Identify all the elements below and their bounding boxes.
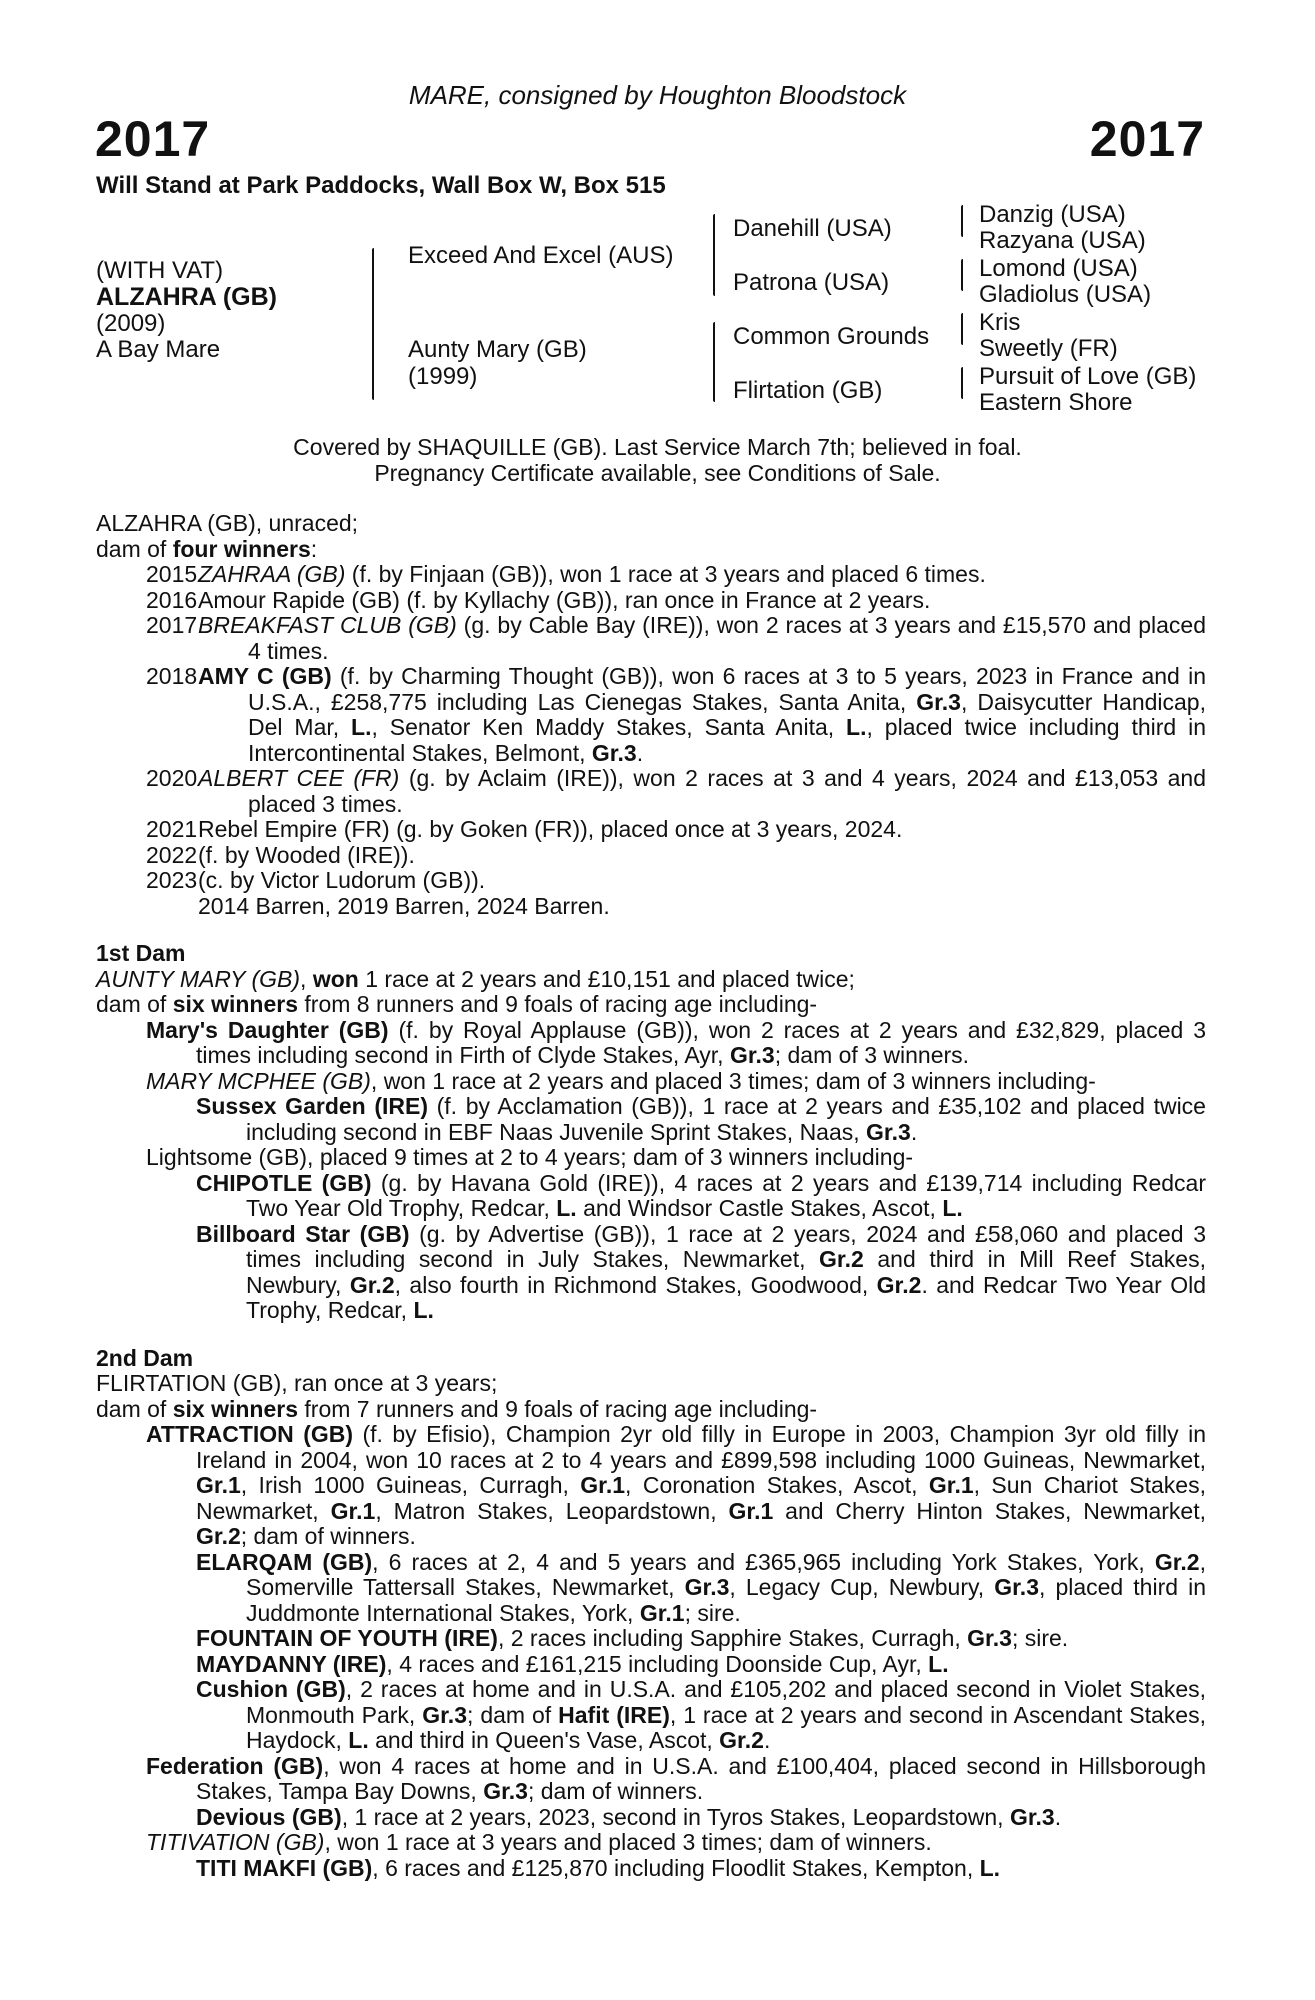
ped-ddd: Eastern Shore	[979, 389, 1133, 416]
produce-row: 2021 Rebel Empire (FR) (g. by Goken (FR)), placed once at 3 years, 2024.	[146, 816, 903, 842]
produce-barren: 2014 Barren, 2019 Barren, 2024 Barren.	[198, 892, 610, 919]
dam-sire: Common Grounds	[733, 323, 930, 350]
first-dam-summary: dam of six winners from 8 runners and 9 foals of racing age including-	[96, 991, 818, 1017]
ped-sss: Danzig (USA)	[979, 201, 1126, 228]
produce-row: 2016 Amour Rapide (GB) (f. by Kyllachy (GB)), ran once in France at 2 years.	[146, 586, 931, 613]
produce-dam-of: dam of four winners:	[96, 535, 318, 562]
produce-entry: TITIVATION (GB), won 1 race at 3 years and placed 3 times; dam of winners.	[146, 1829, 932, 1855]
pedigree-brace-4	[961, 367, 963, 399]
produce-entry: Lightsome (GB), placed 9 times at 2 to 4 years; dam of 3 winners including-	[146, 1144, 914, 1170]
ped-sds: Lomond (USA)	[979, 255, 1138, 282]
dam: Aunty Mary (GB)	[408, 336, 587, 363]
sire: Exceed And Excel (AUS)	[408, 242, 674, 269]
produce-row: 2023 (c. by Victor Ludorum (GB)).	[146, 867, 486, 893]
produce-entry: Billboard Star (GB) (g. by Advertise (GB)), 1 race at 2 years, 2024 and £58,060 and placed 3 times including second in July Stakes, Newmarket, Gr.2 and third in Mill Reef Stakes, Newbury, Gr.2, also fourth in Richmond Stakes, Goodwood, Gr.2. and Redcar Two Year Old Trophy, Redcar, L.	[196, 1220, 1207, 1323]
dam-year: (1999)	[408, 363, 478, 390]
second-dam-summary: dam of six winners from 7 runners and 9 foals of racing age including-	[96, 1395, 818, 1422]
covered-note: Covered by SHAQUILLE (GB). Last Service March 7th; believed in foal.	[293, 434, 1022, 460]
produce-entry: Sussex Garden (IRE) (f. by Acclamation (GB)), 1 race at 2 years and £35,102 and placed twice including second in EBF Naas Juvenile Sprint Stakes, Naas, Gr.3.	[196, 1093, 1206, 1145]
ped-dsd: Sweetly (FR)	[979, 335, 1118, 362]
produce-row: 2017 BREAKFAST CLUB (GB) (g. by Cable Bay (IRE)), won 2 races at 3 years and £15,570 and placed 4 times.	[146, 612, 1206, 664]
produce-entry: TITI MAKFI (GB), 6 races and £125,870 including Floodlit Stakes, Kempton, L.	[196, 1854, 1001, 1881]
produce-record	[96, 511, 1206, 1881]
pedigree-brace-1	[961, 205, 963, 237]
produce-entry: ATTRACTION (GB) (f. by Efisio), Champion 2yr old filly in Europe in 2003, Champion 3yr old filly in Ireland in 2004, won 10 races at 2 to 4 years and £899,598 including 1000 Guineas, Newmarket, Gr.1, Irish 1000 Guineas, Curragh, Gr.1, Coronation Stakes, Ascot, Gr.1, Sun Chariot Stakes, Newmarket, Gr.1, Matron Stakes, Leopardstown, Gr.1 and Cherry Hinton Stakes, Newmarket, Gr.2; dam of winners.	[146, 1421, 1207, 1549]
ped-dds: Pursuit of Love (GB)	[979, 363, 1197, 390]
pedigree-brace-dam	[713, 322, 715, 402]
horse-foaled: (2009)	[96, 310, 166, 337]
horse-description: A Bay Mare	[96, 336, 221, 363]
produce-entry: ELARQAM (GB), 6 races at 2, 4 and 5 years and £365,965 including York Stakes, York, Gr.2, Somerville Tattersall Stakes, Newmarket, Gr.3, Legacy Cup, Newbury, Gr.3, placed third in Juddmonte International Stakes, York, Gr.1; sire.	[196, 1548, 1206, 1626]
year-left: 2017	[95, 111, 211, 167]
produce-entry: Devious (GB), 1 race at 2 years, 2023, second in Tyros Stakes, Leopardstown, Gr.3.	[196, 1803, 1062, 1830]
sire-dam: Patrona (USA)	[733, 269, 890, 296]
produce-intro: ALZAHRA (GB), unraced;	[96, 510, 359, 536]
produce-row: 2022 (f. by Wooded (IRE)).	[146, 841, 415, 868]
produce-entry: Federation (GB), won 4 races at home and in U.S.A. and £100,404, placed second in Hillsborough Stakes, Tampa Bay Downs, Gr.3; dam of winners.	[146, 1752, 1206, 1804]
vat-note: (WITH VAT)	[96, 257, 224, 284]
pedigree-brace-sire	[713, 214, 715, 296]
consignment-line: MARE, consigned by Houghton Bloodstock	[408, 80, 907, 110]
second-dam-heading: 2nd Dam	[96, 1344, 194, 1371]
stand-location: Will Stand at Park Paddocks, Wall Box W, Box 515	[96, 172, 666, 199]
produce-entry: CHIPOTLE (GB) (g. by Havana Gold (IRE)), 4 races at 2 years and £139,714 including Redcar Two Year Old Trophy, Redcar, L. and Windsor Castle Stakes, Ascot, L.	[196, 1169, 1206, 1221]
ped-dss: Kris	[979, 309, 1021, 336]
second-dam-line: FLIRTATION (GB), ran once at 3 years;	[96, 1370, 498, 1396]
ped-sdd: Gladiolus (USA)	[979, 281, 1152, 308]
pedigree-brace-3	[961, 313, 963, 345]
produce-entry: MARY MCPHEE (GB), won 1 race at 2 years and placed 3 times; dam of 3 winners including-	[146, 1067, 1096, 1094]
horse-name: ALZAHRA (GB)	[96, 283, 277, 311]
produce-entry: FOUNTAIN OF YOUTH (IRE), 2 races including Sapphire Stakes, Curragh, Gr.3; sire.	[196, 1625, 1069, 1651]
pregnancy-note: Pregnancy Certificate available, see Conditions of Sale.	[374, 460, 941, 486]
produce-row: 2015 ZAHRAA (GB) (f. by Finjaan (GB)), won 1 race at 3 years and placed 6 times.	[146, 561, 986, 587]
produce-row: 2020 ALBERT CEE (FR) (g. by Aclaim (IRE)), won 2 races at 3 and 4 years, 2024 and £13,053 and placed 3 times.	[146, 765, 1206, 817]
sire-sire: Danehill (USA)	[733, 215, 892, 242]
dam-dam: Flirtation (GB)	[733, 377, 883, 404]
produce-entry: MAYDANNY (IRE), 4 races and £161,215 including Doonside Cup, Ayr, L.	[196, 1650, 949, 1677]
produce-entry: Mary's Daughter (GB) (f. by Royal Applause (GB)), won 2 races at 2 years and £32,829, placed 3 times including second in Firth of Clyde Stakes, Ayr, Gr.3; dam of 3 winners.	[146, 1016, 1206, 1068]
year-right: 2017	[1089, 111, 1205, 167]
produce-entry: Cushion (GB), 2 races at home and in U.S.A. and £105,202 and placed second in Violet Stakes, Monmouth Park, Gr.3; dam of Hafit (IRE), 1 race at 2 years and second in Ascendant Stakes, Haydock, L. and third in Queen's Vase, Ascot, Gr.2.	[196, 1676, 1206, 1753]
first-dam-line: AUNTY MARY (GB), won 1 race at 2 years and £10,151 and placed twice;	[96, 965, 855, 992]
first-dam-heading: 1st Dam	[96, 940, 186, 966]
ped-ssd: Razyana (USA)	[979, 227, 1146, 254]
pedigree-brace-main	[372, 248, 374, 400]
produce-row: 2018 AMY C (GB) (f. by Charming Thought (GB)), won 6 races at 3 to 5 years, 2023 in France and in U.S.A., £258,775 including Las Cienegas Stakes, Santa Anita, Gr.3, Daisycutter Handicap, Del Mar, L., Senator Ken Maddy Stakes, Santa Anita, L., placed twice including third in Intercontinental Stakes, Belmont, Gr.3.	[146, 663, 1206, 766]
pedigree-brace-2	[961, 259, 963, 291]
